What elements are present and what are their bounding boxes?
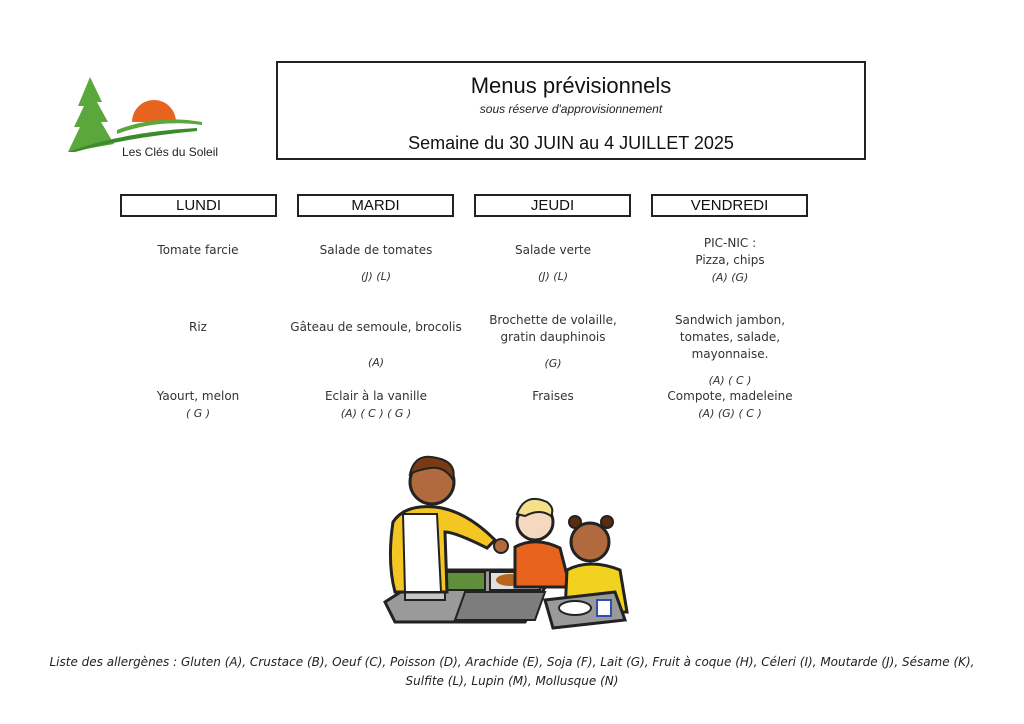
dish-label: Eclair à la vanille [324, 389, 428, 403]
allergen-legend-line2: Sulfite (L), Lupin (M), Mollusque (N) [405, 674, 619, 688]
allergen-codes: (A) ( C ) ( G ) [340, 407, 412, 420]
day-header-jeudi: JEUDI [474, 194, 631, 217]
dish-label: Riz [189, 320, 207, 334]
day-header-vendredi: VENDREDI [651, 194, 808, 217]
allergen-codes: ( G ) [185, 407, 211, 420]
allergen-codes: (J) (L) [360, 270, 392, 283]
menu-item-mardi-dessert [296, 388, 456, 422]
dish-label: Pizza, chips [695, 253, 765, 267]
allergen-legend-line1: Liste des allergènes : Gluten (A), Crustace (B), Oeuf (C), Poisson (D), Arachide (E), Soja (F), Lait (G), Fruit à coque (H), Céleri (I), Moutarde (J), Sésame (K), [49, 655, 975, 669]
menu-item-jeudi-starter [473, 242, 633, 285]
logo-text: Les Clés du Soleil [122, 145, 219, 159]
allergen-codes: (J) (L) [537, 270, 569, 283]
day-header-mardi: MARDI [297, 194, 454, 217]
menu-item-vendredi-main [650, 312, 810, 389]
dish-label-picnic: PIC-NIC : [703, 236, 757, 250]
dish-label: Salade verte [515, 243, 591, 257]
week-range: Semaine du 30 JUIN au 4 JUILLET 2025 [408, 133, 734, 153]
cafeteria-illustration [375, 452, 635, 637]
menu-item-vendredi-dessert [650, 388, 810, 422]
menu-item-mardi-main [289, 319, 463, 371]
page-title: Menus prévisionnels [470, 73, 672, 98]
menu-item-lundi-starter [118, 242, 278, 259]
menu-item-vendredi-starter [650, 235, 810, 286]
dish-label: Sandwich jambon, tomates, salade, mayonnaise. [674, 313, 786, 361]
page-subtitle: sous réserve d'approvisionnement [479, 102, 663, 116]
dish-label: Fraises [532, 389, 574, 403]
dish-label: Brochette de volaille, gratin dauphinois [489, 313, 617, 344]
logo [62, 72, 252, 162]
menu-item-jeudi-main [473, 312, 633, 372]
allergen-codes: (A) ( C ) [708, 374, 752, 387]
allergen-codes: (G) [544, 357, 562, 370]
day-header-lundi: LUNDI [120, 194, 277, 217]
allergen-legend [40, 653, 984, 691]
menu-item-mardi-starter [296, 242, 456, 285]
title-box [276, 61, 866, 160]
menu-item-jeudi-dessert [473, 388, 633, 405]
allergen-codes: (A) (G) ( C ) [698, 407, 762, 420]
dish-label: Tomate farcie [157, 243, 239, 257]
menu-item-lundi-dessert [118, 388, 278, 422]
menu-item-lundi-main [118, 319, 278, 336]
tree-sun-logo-icon [62, 72, 212, 152]
allergen-codes: (A) [367, 356, 385, 369]
allergen-codes: (A) (G) [711, 271, 749, 284]
dish-label: Compote, madeleine [667, 389, 793, 403]
dish-label: Gâteau de semoule, brocolis [290, 320, 462, 334]
dish-label: Yaourt, melon [156, 389, 240, 403]
cafeteria-serving-children-icon [375, 452, 635, 632]
dish-label: Salade de tomates [319, 243, 433, 257]
